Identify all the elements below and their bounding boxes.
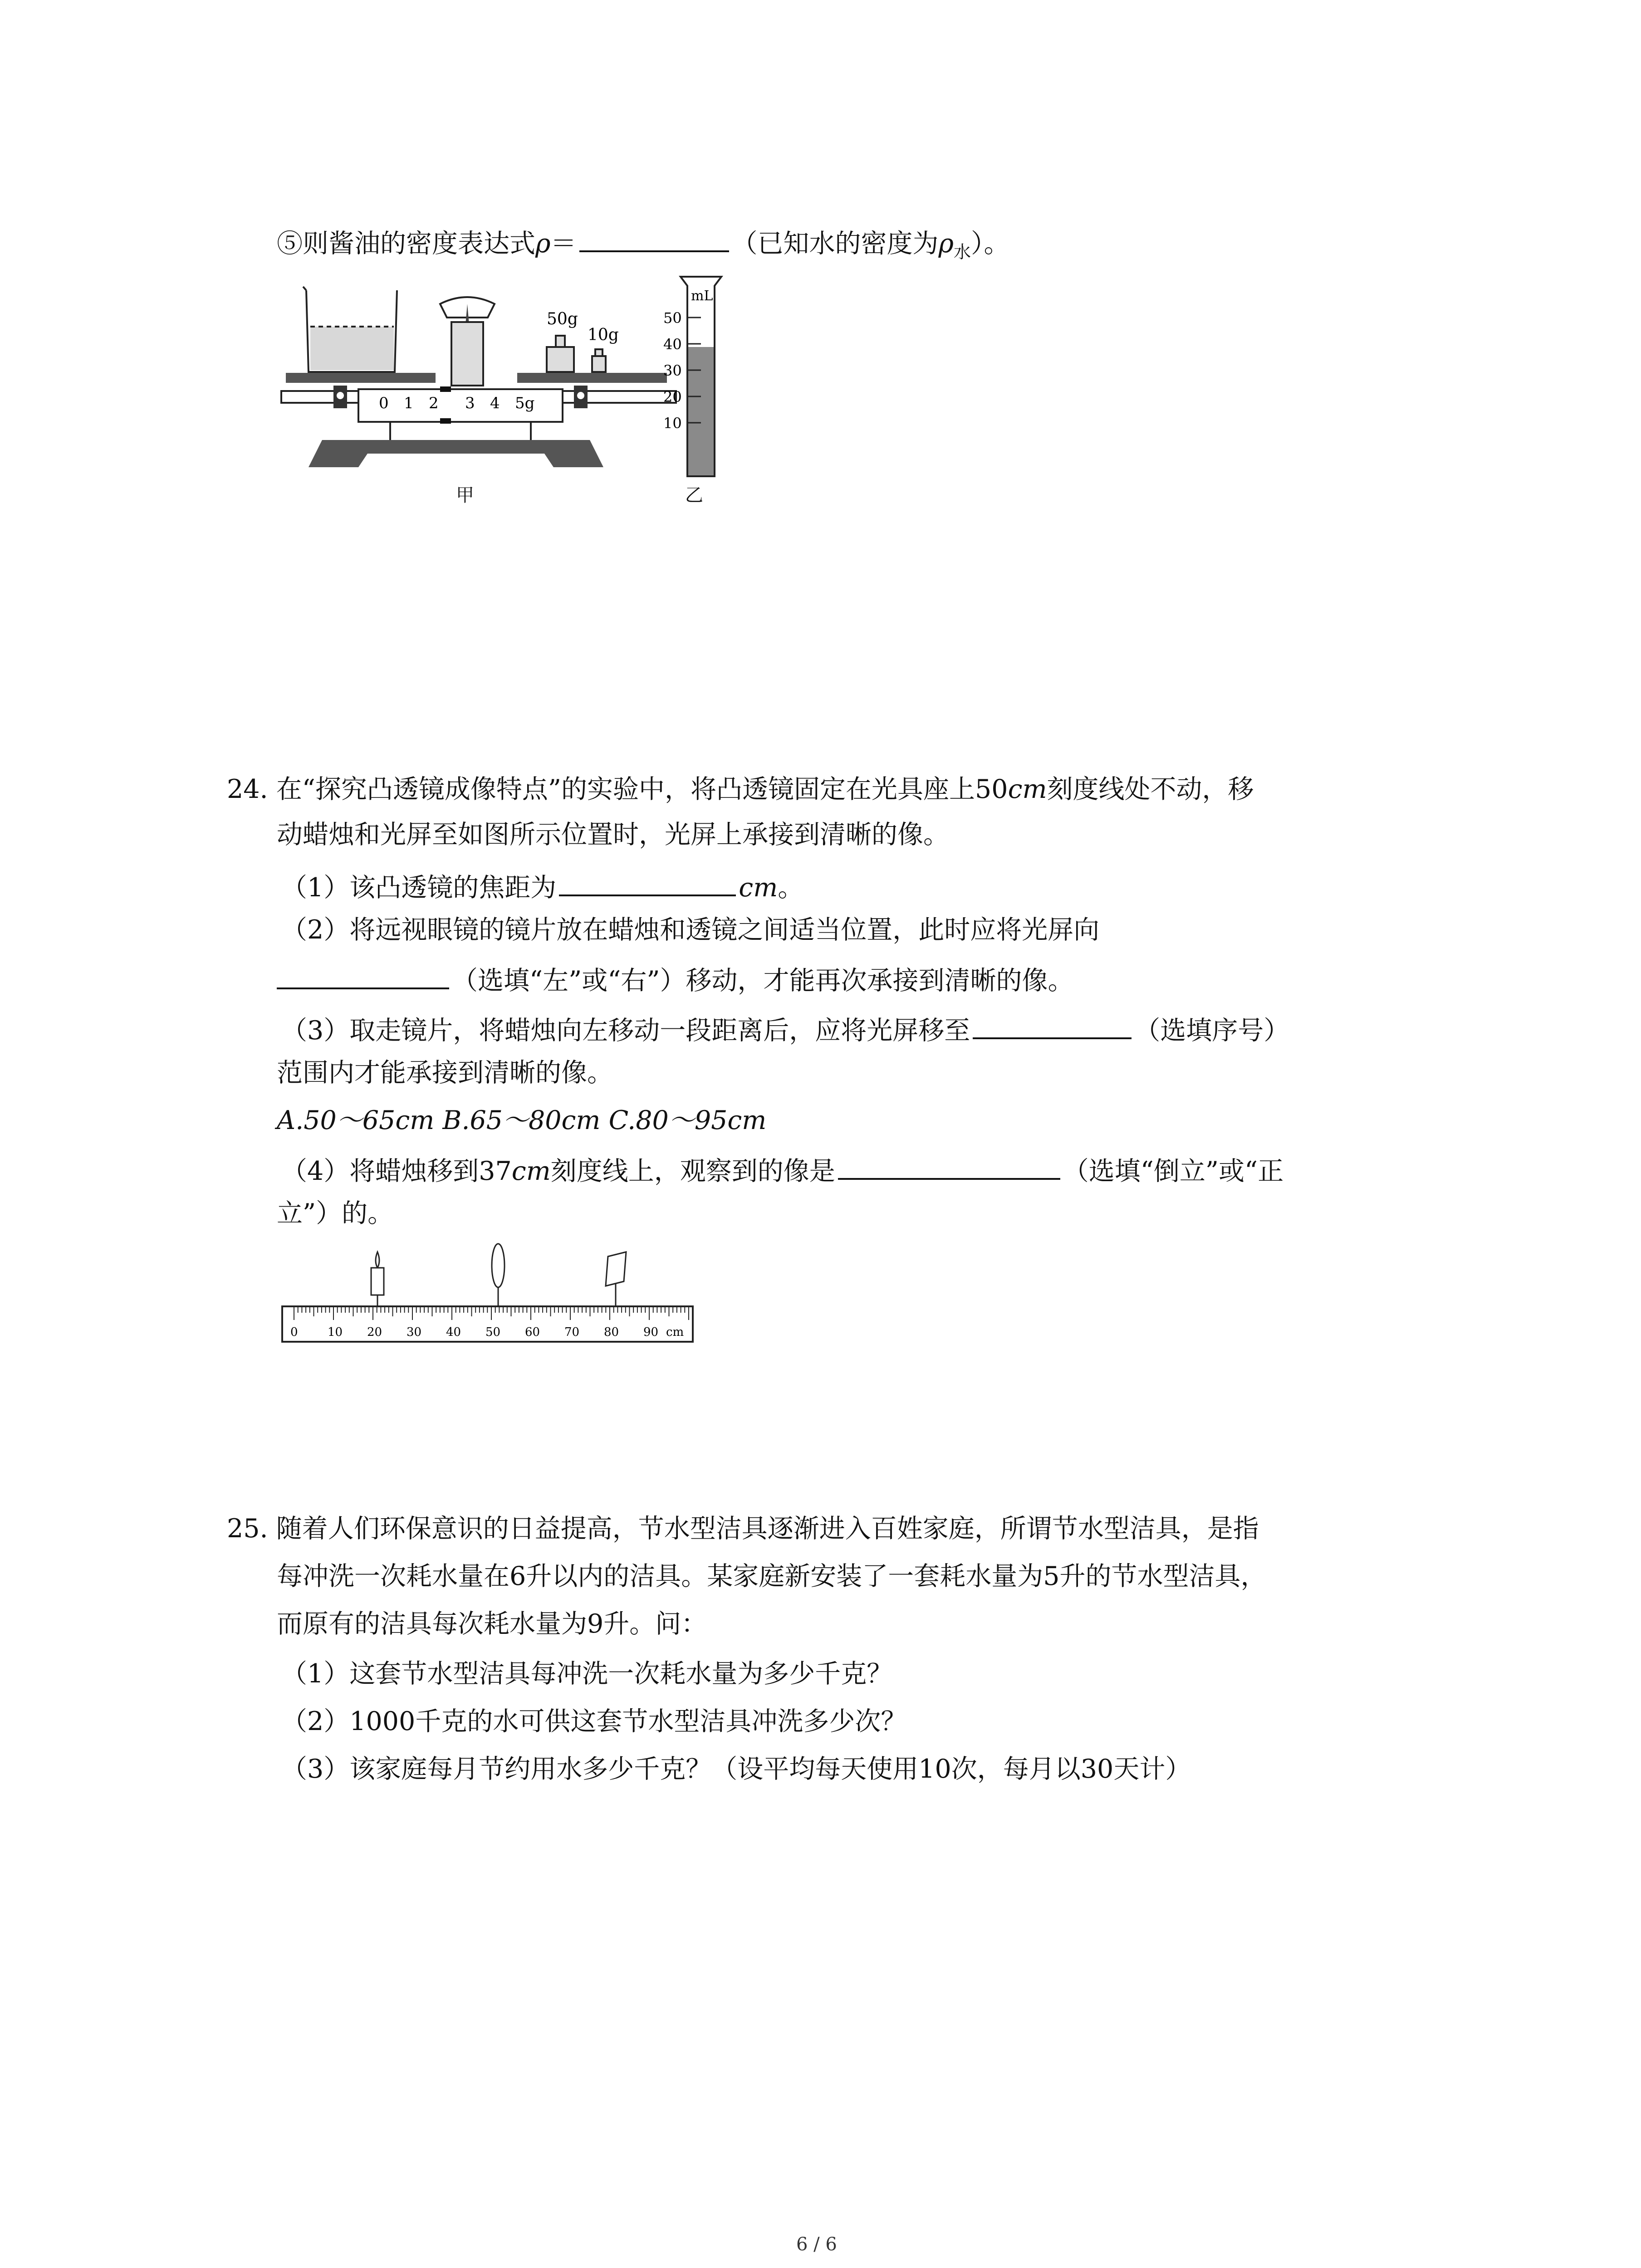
- ruler-label: 70: [564, 1325, 580, 1339]
- q25-line3: 而原有的洁具每次耗水量为9升。问：: [277, 1609, 707, 1639]
- weight-10g: [588, 326, 619, 372]
- q25-line1: 25. 随着人们环保意识的日益提高，节水型洁具逐渐进入百姓家庭，所谓节水型洁具，是指: [227, 1514, 1259, 1544]
- q23-step5-suffix-close: ）。: [971, 229, 1010, 259]
- equals: ＝: [550, 229, 577, 259]
- rho-symbol: ρ: [535, 229, 551, 259]
- q24-part4-suffix: （选填“倒立”或“正: [1063, 1156, 1284, 1186]
- cylinder-tick: 10: [663, 415, 682, 432]
- q24-part1-prefix: （1）该凸透镜的焦距为: [281, 873, 557, 903]
- right-pan: [517, 373, 667, 383]
- left-pan: [286, 373, 436, 383]
- cylinder-tick: 40: [663, 336, 682, 353]
- page-number: 6 / 6: [796, 2234, 837, 2255]
- ruler-label: 50: [485, 1325, 501, 1339]
- answer-blank[interactable]: [838, 1150, 1060, 1180]
- ruler-unit: cm: [666, 1325, 684, 1339]
- figure-caption-jia: 甲: [456, 485, 474, 506]
- q24-part3-prefix: （3）取走镜片，将蜡烛向左移动一段距离后，应将光屏移至: [281, 1016, 970, 1046]
- weight-label-50g: 50g: [547, 310, 578, 328]
- balance-figure: [272, 272, 780, 508]
- scale-label: 1: [404, 394, 414, 412]
- q23-step5: [277, 222, 1010, 270]
- ruler-label: 90: [643, 1325, 659, 1339]
- scale-label: 3: [465, 394, 475, 412]
- cylinder-tick: 50: [663, 309, 682, 327]
- convex-lens: [492, 1244, 505, 1306]
- rho-water-subscript: 水: [954, 242, 971, 262]
- weight-label-10g: 10g: [588, 326, 619, 344]
- q25-part2: （2）1000千克的水可供这套节水型洁具冲洗多少次？: [281, 1706, 907, 1736]
- q25-line2: 每冲洗一次耗水量在6升以内的洁具。某家庭新安装了一套耗水量为5升的节水型洁具，: [277, 1561, 1267, 1591]
- ruler-label: 0: [290, 1325, 298, 1339]
- q24-part2-text: （选填“左”或“右”）移动，才能再次承接到清晰的像。: [452, 966, 1074, 996]
- ruler-label: 80: [604, 1325, 619, 1339]
- scale-label: 4: [490, 394, 500, 412]
- cylinder-tick: 30: [663, 362, 682, 379]
- unit-cm: cm: [739, 873, 778, 903]
- q25-part3: （3）该家庭每月节约用水多少千克？（设平均每天使用10次，每月以30天计）: [281, 1754, 1191, 1784]
- q24-text: 刻度线处不动，移: [1047, 774, 1254, 804]
- answer-blank[interactable]: [559, 866, 736, 896]
- light-screen: [606, 1252, 626, 1306]
- ruler-label: 10: [328, 1325, 343, 1339]
- unit-cm: cm: [1008, 774, 1047, 804]
- q24-part2-line1: （2）将远视眼镜的镜片放在蜡烛和透镜之间适当位置，此时应将光屏向: [281, 915, 1100, 945]
- answer-blank[interactable]: [973, 1009, 1132, 1039]
- q24-text: 24. 在“探究凸透镜成像特点”的实验中，将凸透镜固定在光具座上50: [227, 774, 1008, 804]
- scale-label: 5g: [515, 394, 535, 412]
- ruler-label: 20: [367, 1325, 382, 1339]
- figure-caption-yi: 乙: [685, 485, 703, 506]
- q24-part4-line1: [281, 1150, 1283, 1189]
- candle: [371, 1252, 384, 1306]
- beaker: [303, 287, 397, 372]
- ruler-label: 40: [446, 1325, 461, 1339]
- graduated-cylinder: [663, 277, 721, 476]
- scale-label: 2: [429, 394, 439, 412]
- q24-part4-prefix: （4）将蜡烛移到37: [281, 1156, 512, 1186]
- q24-part1: [281, 866, 803, 906]
- scale-label: 0: [379, 394, 389, 412]
- cylinder-unit: mL: [691, 288, 713, 304]
- answer-blank[interactable]: [277, 959, 449, 989]
- ruler-label: 30: [407, 1325, 422, 1339]
- cylinder-tick: 20: [663, 388, 682, 406]
- unit-cm: cm: [511, 1156, 551, 1186]
- q23-step5-suffix-open: （已知水的密度为: [731, 229, 939, 259]
- balance-base: [309, 440, 603, 467]
- q24-part3-suffix: （选填序号）: [1134, 1016, 1290, 1046]
- optical-bench-figure: [277, 1234, 703, 1352]
- q24-part1-end: 。: [778, 873, 804, 903]
- answer-blank[interactable]: [579, 222, 729, 252]
- q24-part4-line2: 立”）的。: [277, 1198, 394, 1228]
- balance-pointer: [440, 297, 495, 386]
- ruler-label: 60: [525, 1325, 540, 1339]
- q24-options: A.50～65cm B.65～80cm C.80～95cm: [277, 1105, 767, 1135]
- ruler: [282, 1306, 693, 1342]
- q24-line1: [227, 771, 1254, 807]
- q24-part4-mid: 刻度线上，观察到的像是: [550, 1156, 835, 1186]
- q25-part1: （1）这套节水型洁具每冲洗一次耗水量为多少千克？: [281, 1659, 893, 1689]
- q24-line2: 动蜡烛和光屏至如图所示位置时，光屏上承接到清晰的像。: [277, 820, 949, 850]
- q24-part3-line2: 范围内才能承接到清晰的像。: [277, 1058, 613, 1088]
- balance-beam: [281, 386, 676, 424]
- q24-part2-line2: [277, 959, 1074, 999]
- q23-step5-prefix: ⑤则酱油的密度表达式: [277, 229, 535, 259]
- rho-water-symbol: ρ: [938, 229, 954, 259]
- q24-part3-line1: [281, 1009, 1289, 1049]
- weight-50g: [547, 310, 578, 372]
